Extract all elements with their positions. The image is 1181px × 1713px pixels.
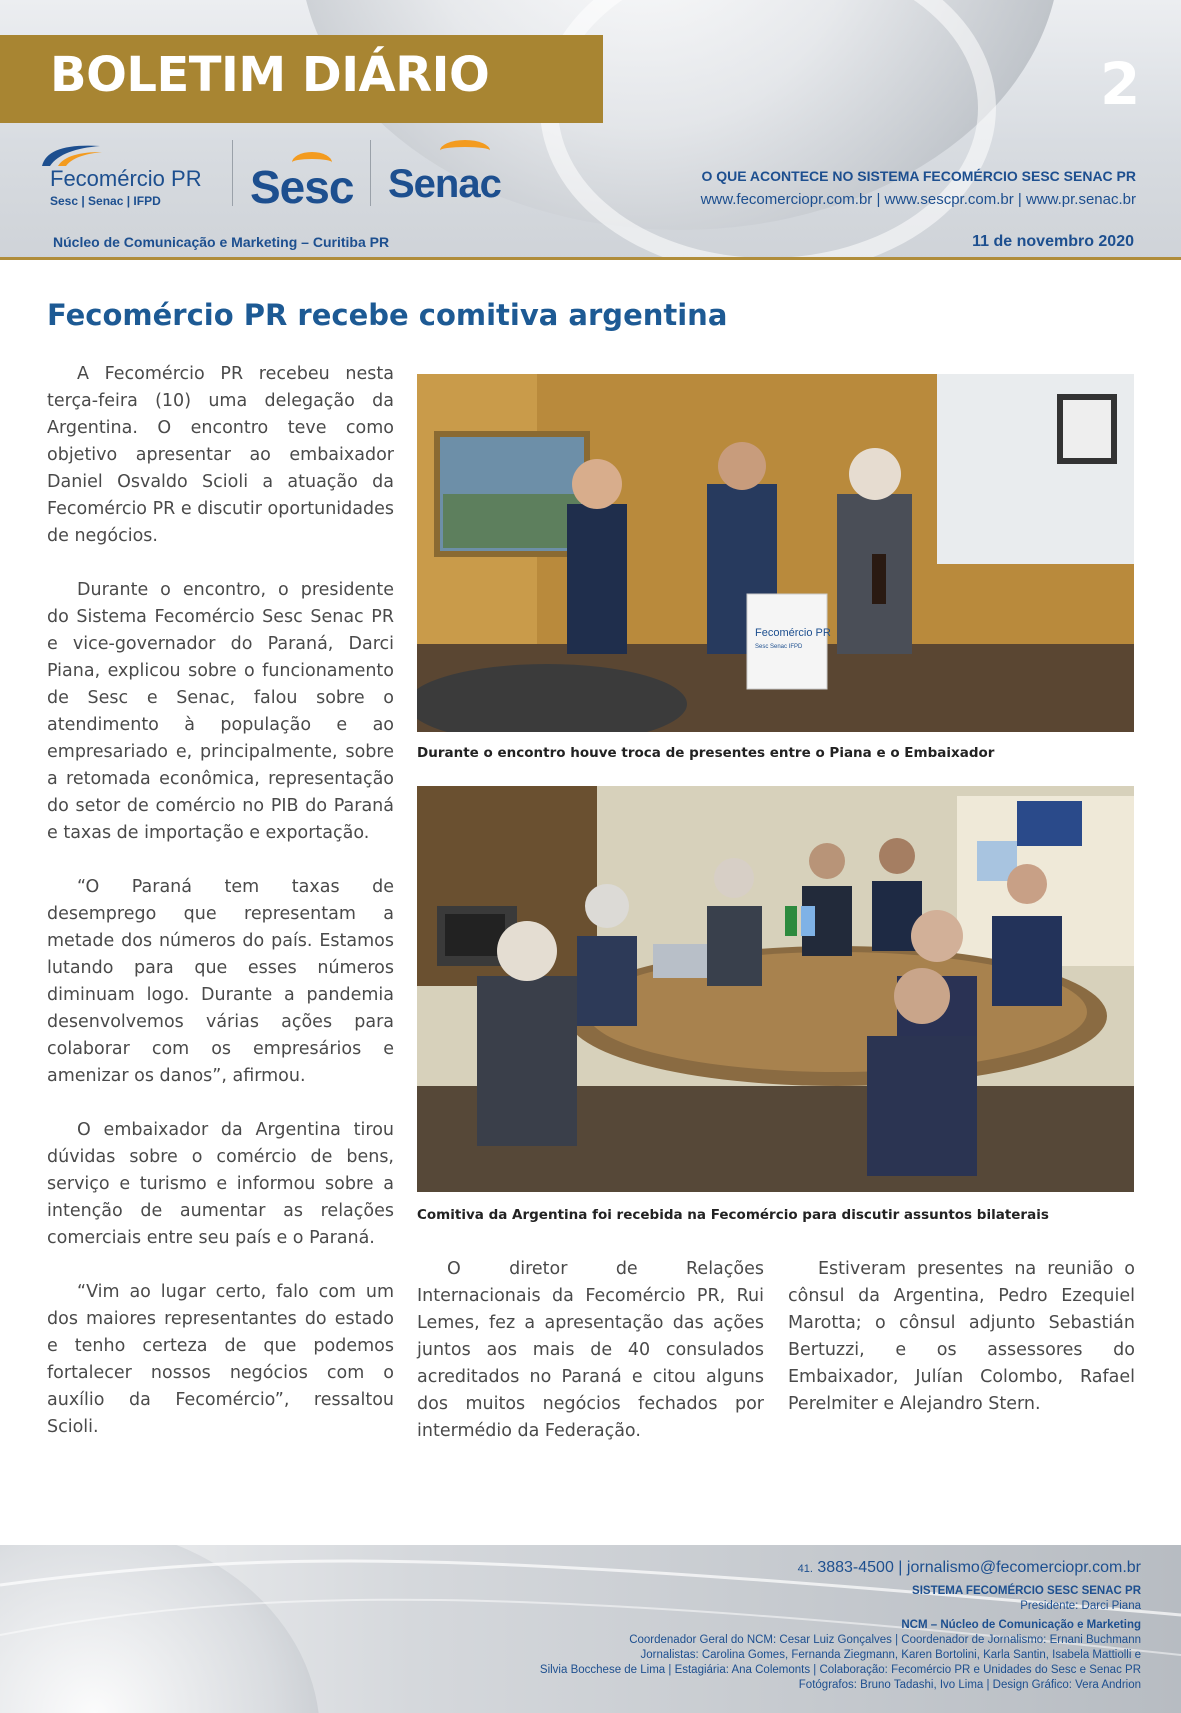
fecomercio-logo-sub: Sesc | Senac | IFPD <box>50 194 161 208</box>
footer-president: Presidente: Darci Piana <box>1020 1600 1141 1612</box>
footer-coordinators: Coordenador Geral do NCM: Cesar Luiz Gonçalves | Coordenador de Jornalismo: Ernani Buchmann <box>629 1634 1141 1646</box>
photo-bag-label: Fecomércio PR <box>755 627 831 639</box>
fecomercio-logo-name: Fecomércio PR <box>50 166 202 191</box>
footer-banner <box>0 1545 1181 1713</box>
photo-caption: Comitiva da Argentina foi recebida na Fecomércio para discutir assuntos bilaterais <box>417 1207 1049 1223</box>
senac-logo-accent <box>440 140 490 161</box>
article-paragraph: A Fecomércio PR recebeu nesta terça-feira (10) uma delegação da Argentina. O encontro teve como objetivo apresentar ao embaixador Daniel Osvaldo Scioli a atuação da Fecomércio PR e discutir oportunidades de negócios. <box>47 364 394 546</box>
photo-gift-exchange <box>417 374 1134 732</box>
website-links[interactable]: www.fecomerciopr.com.br | www.sescpr.com.br | www.pr.senac.br <box>700 191 1136 208</box>
article-right-column <box>788 1256 1135 1445</box>
sesc-logo: Sesc <box>250 161 354 213</box>
page-number: 2 <box>1100 50 1141 118</box>
article-left-column <box>47 361 394 1468</box>
globe-ring-graphic <box>540 0 996 260</box>
issue-date: 11 de novembro 2020 <box>972 233 1134 250</box>
sesc-logo-accent <box>292 152 332 173</box>
photo-gift-exchange-illustration <box>417 374 1134 732</box>
article-paragraph: O embaixador da Argentina tirou dúvidas sobre o comércio de bens, serviço e turismo e informou sobre a intenção de aumentar as relações comerciais entre seu país e o Paraná. <box>47 1120 394 1248</box>
footer-photographers: Fotógrafos: Bruno Tadashi, Ivo Lima | Design Gráfico: Vera Andrion <box>798 1679 1141 1691</box>
header-banner <box>0 0 1181 260</box>
footer-email[interactable]: jornalismo@fecomerciopr.com.br <box>906 1559 1141 1576</box>
header-rule <box>0 257 1181 260</box>
logo-divider <box>370 140 371 206</box>
tagline: O QUE ACONTECE NO SISTEMA FECOMÉRCIO SESC SENAC PR <box>701 168 1136 184</box>
logo-divider <box>232 140 233 206</box>
photo-meeting-illustration <box>417 786 1134 1192</box>
article-middle-column <box>417 1256 764 1472</box>
fecomercio-logo <box>36 140 226 210</box>
title-bar <box>0 35 603 123</box>
footer-journalists-cont: Silvia Bocchese de Lima | Estagiária: Ana Colemonts | Colaboração: Fecomércio PR e Unidades do Sesc e Senac PR <box>539 1664 1141 1676</box>
photo-meeting-table <box>417 786 1134 1192</box>
footer-phone[interactable]: 3883-4500 <box>817 1559 894 1576</box>
photo-bag-sub: Sesc Senac IFPD <box>755 644 803 650</box>
article-paragraph: Durante o encontro, o presidente do Sistema Fecomércio Sesc Senac PR e vice-governador do Paraná, Darci Piana, explicou sobre o funcionamento de Sesc e Senac, falou sobre o atendimento à população e ao empresariado e, principalmente, sobre a retomada econômica, representação do setor de comércio no PIB do Paraná e taxas de importação e exportação. <box>47 580 394 843</box>
article-paragraph: “O Paraná tem taxas de desemprego que representam a metade dos números do país. Estamos lutando para que esses números diminuam logo. Durante a pandemia desenvolvemos várias ações para colaborar com os empresários e amenizar os danos”, afirmou. <box>47 877 394 1086</box>
department-label: Núcleo de Comunicação e Marketing – Curitiba PR <box>53 234 390 250</box>
article-headline: Fecomércio PR recebe comitiva argentina <box>47 298 728 332</box>
footer-org: SISTEMA FECOMÉRCIO SESC SENAC PR <box>912 1585 1141 1597</box>
footer-separator: | <box>898 1559 907 1576</box>
footer-contact <box>798 1559 1141 1577</box>
article-paragraph: O diretor de Relações Internacionais da Fecomércio PR, Rui Lemes, fez a apresentação das ações juntos aos mais de 40 consulados acreditados no Paraná e citou alguns dos muitos negócios fechados por intermédio da Federação. <box>417 1259 764 1441</box>
article-paragraph: Estiveram presentes na reunião o cônsul da Argentina, Pedro Ezequiel Marotta; o cônsul adjunto Sebastián Bertuzzi, e os assessores do Embaixador, Julían Colombo, Rafael Perelmiter e Alejandro Stern. <box>788 1259 1135 1414</box>
article-paragraph: “Vim ao lugar certo, falo com um dos maiores representantes do estado e tenho certeza de que podemos fortalecer nossos negócios com o auxílio da Fecomércio”, ressaltou Scioli. <box>47 1282 394 1437</box>
newsletter-title: BOLETIM DIÁRIO <box>50 47 490 103</box>
footer-ncm: NCM – Núcleo de Comunicação e Marketing <box>901 1619 1141 1631</box>
footer-phone-prefix: 41. <box>797 1563 813 1575</box>
photo-caption: Durante o encontro houve troca de presentes entre o Piana e o Embaixador <box>417 745 995 761</box>
footer-journalists: Jornalistas: Carolina Gomes, Fernanda Ziegmann, Karen Bortolini, Karla Santin, Isabela Mattiolli e <box>640 1649 1141 1661</box>
senac-logo: Senac <box>388 162 501 206</box>
